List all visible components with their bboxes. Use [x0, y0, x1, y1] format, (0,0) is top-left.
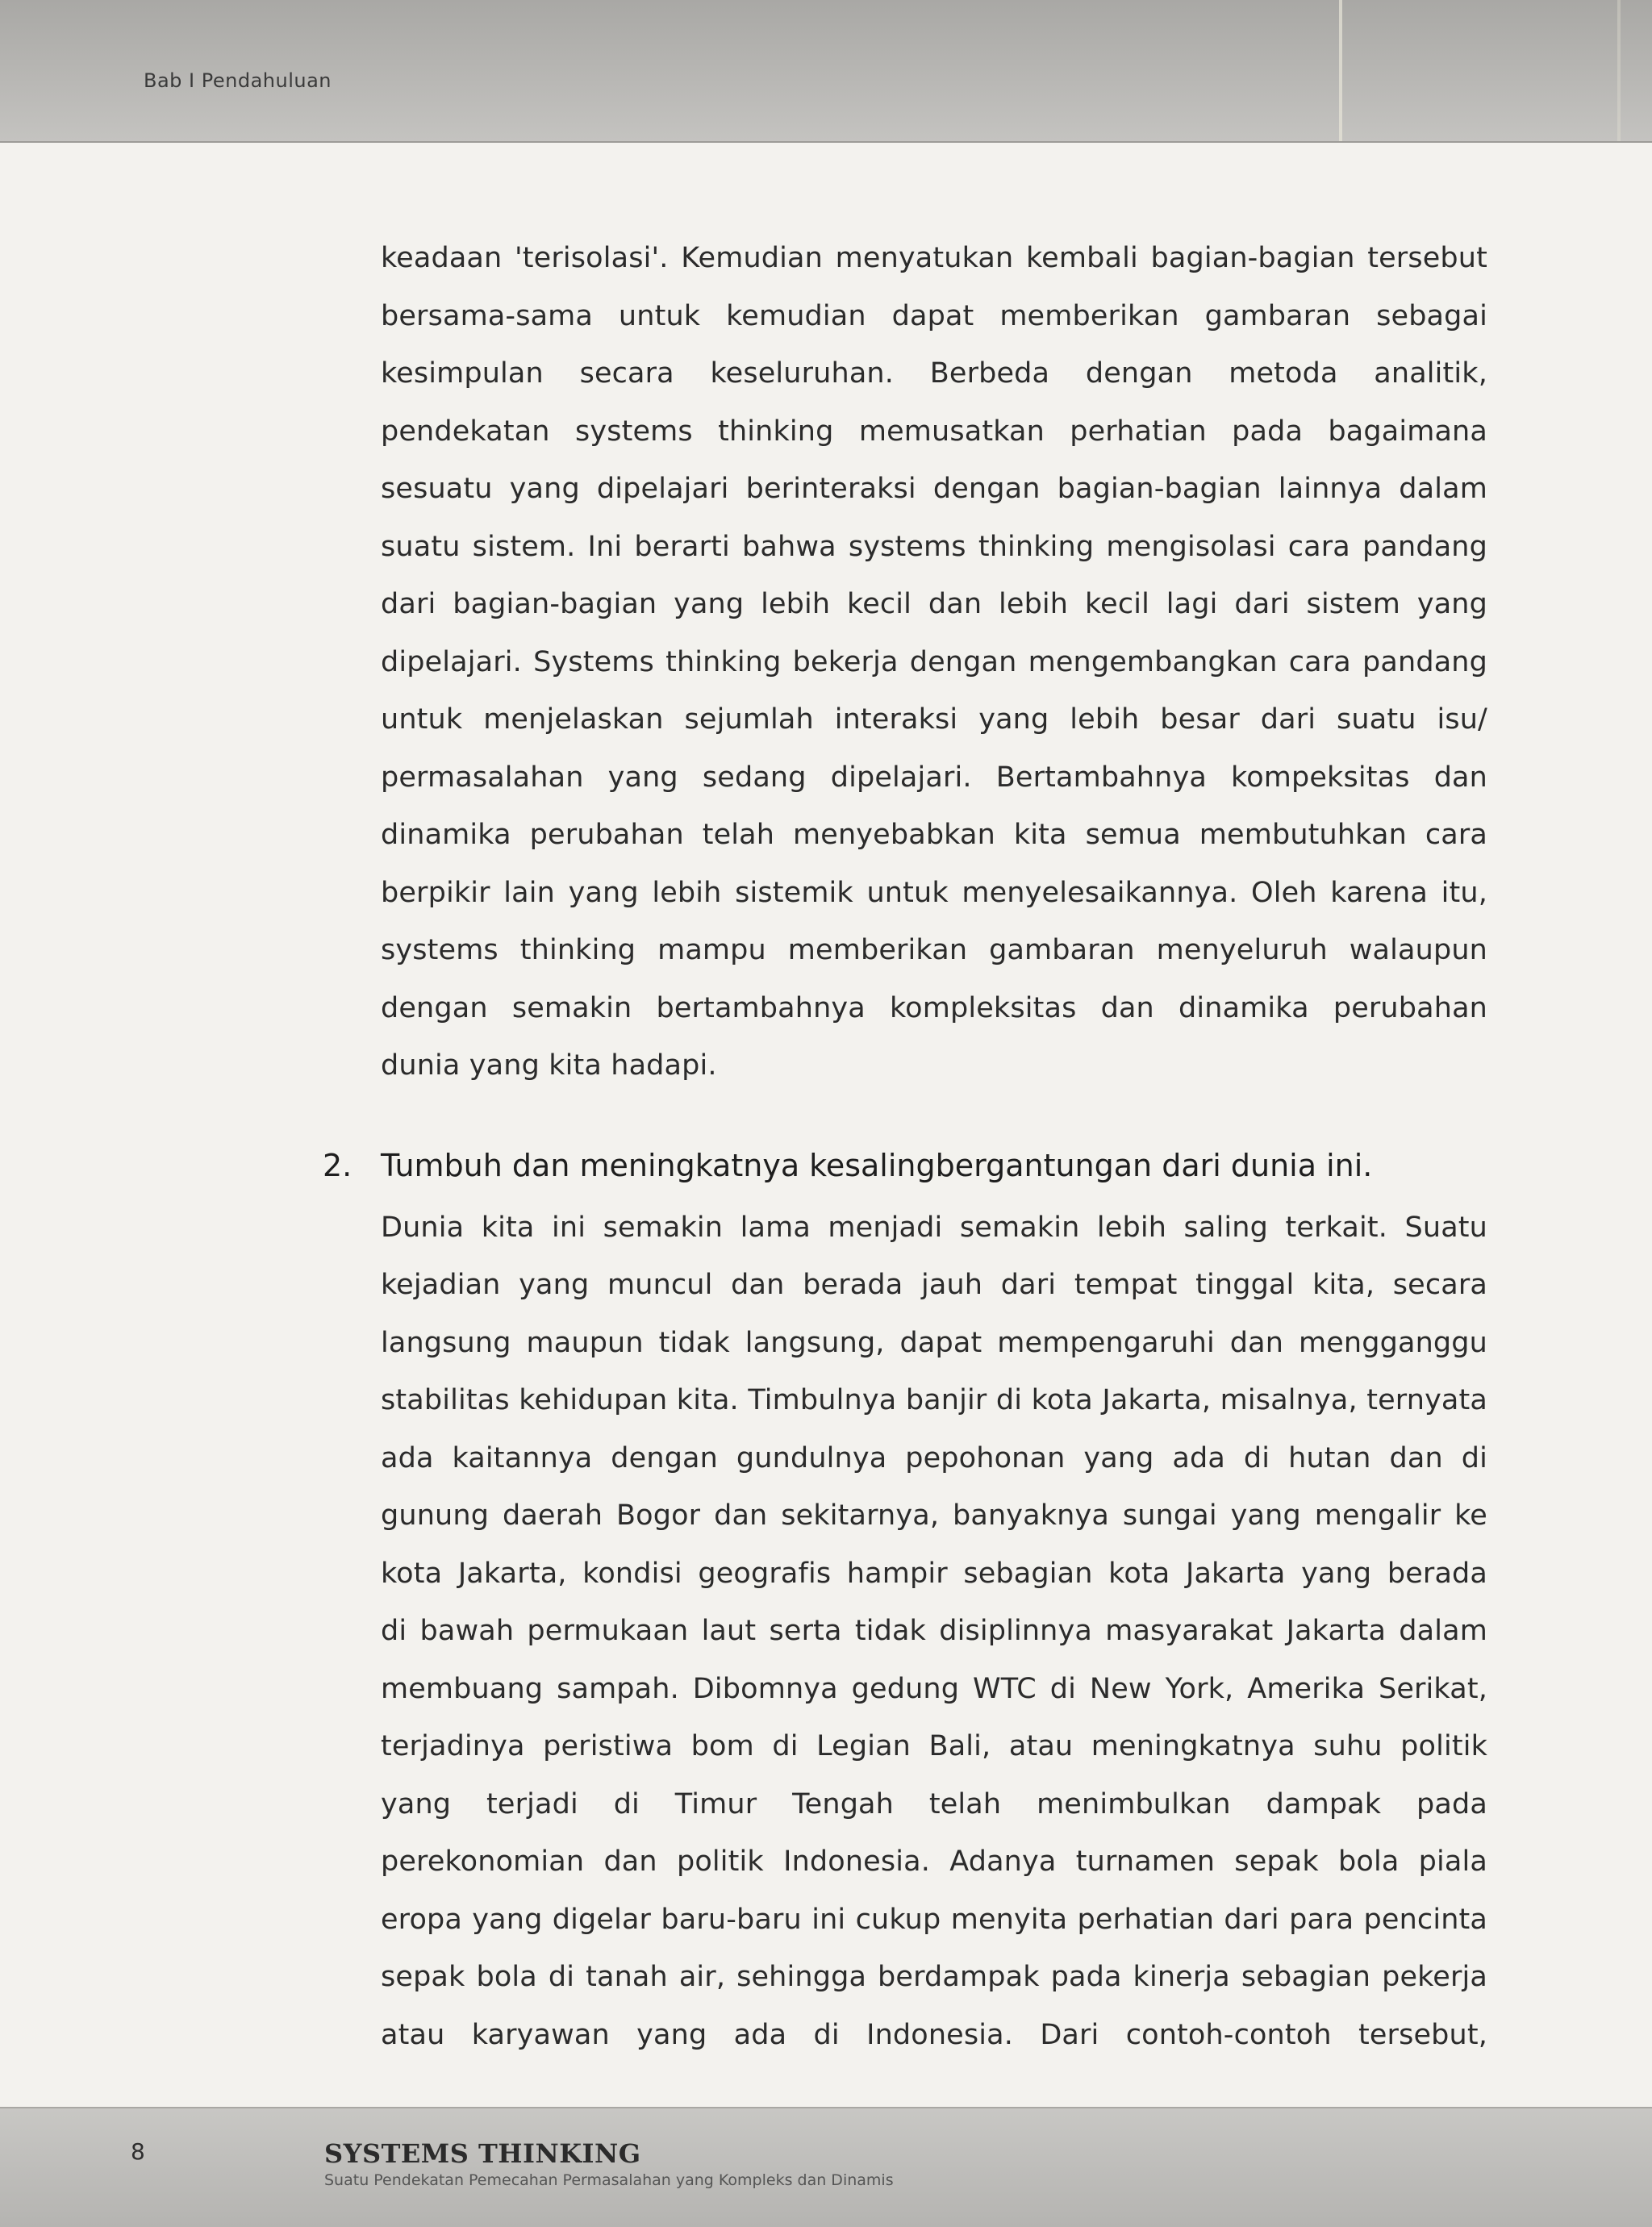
- text-line: untuk menjelaskan sejumlah interaksi yang lebih besar dari suatu isu/: [381, 703, 1487, 736]
- section-paragraph: [381, 1199, 1487, 2065]
- header-divider: [1339, 0, 1342, 141]
- text-line: bersama-sama untuk kemudian dapat memberikan gambaran sebagai: [381, 299, 1487, 332]
- text-line: permasalahan yang sedang dipelajari. Bertambahnya kompeksitas dan: [381, 761, 1487, 794]
- page-header: [0, 0, 1652, 143]
- text-line: suatu sistem. Ini berarti bahwa systems thinking mengisolasi cara pandang: [381, 530, 1487, 563]
- text-line: kesimpulan secara keseluruhan. Berbeda dengan metoda analitik,: [381, 357, 1487, 390]
- text-line: kejadian yang muncul dan berada jauh dari tempat tinggal kita, secara: [381, 1269, 1487, 1301]
- header-divider-right: [1617, 0, 1621, 141]
- text-line: pendekatan systems thinking memusatkan perhatian pada bagaimana: [381, 415, 1487, 448]
- text-line: gunung daerah Bogor dan sekitarnya, banyaknya sungai yang mengalir ke: [381, 1499, 1487, 1532]
- text-line: systems thinking mampu memberikan gambaran menyeluruh walaupun: [381, 934, 1487, 966]
- text-line: kota Jakarta, kondisi geografis hampir sebagian kota Jakarta yang berada: [381, 1557, 1487, 1590]
- text-line: dari bagian-bagian yang lebih kecil dan lebih kecil lagi dari sistem yang: [381, 588, 1487, 620]
- text-line: yang terjadi di Timur Tengah telah menimbulkan dampak pada: [381, 1787, 1487, 1820]
- text-line: keadaan 'terisolasi'. Kemudian menyatukan kembali bagian-bagian tersebut: [381, 242, 1487, 274]
- chapter-label: Bab I Pendahuluan: [144, 69, 332, 92]
- paragraph-continuation: [381, 230, 1487, 1095]
- text-line: membuang sampah. Dibomnya gedung WTC di New York, Amerika Serikat,: [381, 1672, 1487, 1705]
- text-line: di bawah permukaan laut serta tidak disiplinnya masyarakat Jakarta dalam: [381, 1615, 1487, 1647]
- text-line: dipelajari. Systems thinking bekerja dengan mengembangkan cara pandang: [381, 645, 1487, 678]
- page-body: [323, 230, 1487, 2064]
- page-number: 8: [131, 2138, 145, 2165]
- text-line: dinamika perubahan telah menyebabkan kita semua membutuhkan cara: [381, 819, 1487, 851]
- text-line: ada kaitannya dengan gundulnya pepohonan yang ada di hutan dan di: [381, 1441, 1487, 1474]
- text-line: Dunia kita ini semakin lama menjadi semakin lebih saling terkait. Suatu: [381, 1211, 1487, 1244]
- section-heading-text: Tumbuh dan meningkatnya kesalingbergantungan dari dunia ini.: [381, 1147, 1373, 1183]
- section-heading: [323, 1136, 1487, 1195]
- page-footer: [0, 2107, 1652, 2227]
- book-subtitle: Suatu Pendekatan Pemecahan Permasalahan yang Kompleks dan Dinamis: [324, 2171, 894, 2189]
- text-line: eropa yang digelar baru-baru ini cukup menyita perhatian dari para pencinta: [381, 1903, 1487, 1936]
- text-line: sesuatu yang dipelajari berinteraksi dengan bagian-bagian lainnya dalam: [381, 473, 1487, 505]
- book-title: SYSTEMS THINKING: [324, 2138, 641, 2169]
- text-line: stabilitas kehidupan kita. Timbulnya banjir di kota Jakarta, misalnya, ternyata: [381, 1384, 1487, 1416]
- text-line: dunia yang kita hadapi.: [381, 1049, 717, 1082]
- text-line: atau karyawan yang ada di Indonesia. Dari contoh-contoh tersebut,: [381, 2018, 1487, 2051]
- text-line: perekonomian dan politik Indonesia. Adanya turnamen sepak bola piala: [381, 1845, 1487, 1878]
- text-line: langsung maupun tidak langsung, dapat mempengaruhi dan mengganggu: [381, 1326, 1487, 1359]
- text-line: sepak bola di tanah air, sehingga berdampak pada kinerja sebagian pekerja: [381, 1961, 1487, 1993]
- text-line: dengan semakin bertambahnya kompleksitas dan dinamika perubahan: [381, 991, 1487, 1024]
- section-number: 2.: [323, 1147, 353, 1183]
- text-line: terjadinya peristiwa bom di Legian Bali, atau meningkatnya suhu politik: [381, 1730, 1487, 1762]
- text-line: berpikir lain yang lebih sistemik untuk menyelesaikannya. Oleh karena itu,: [381, 876, 1487, 909]
